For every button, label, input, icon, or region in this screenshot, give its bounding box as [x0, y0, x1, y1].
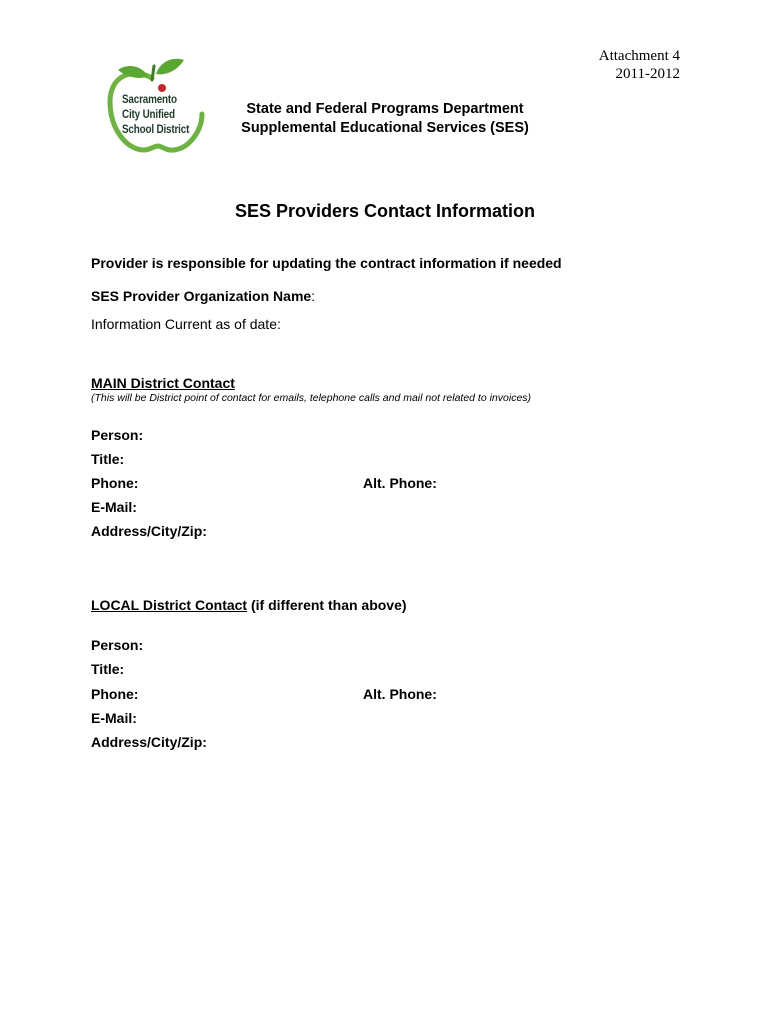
main-person-label: Person:	[91, 427, 144, 443]
local-address-label: Address/City/Zip:	[91, 734, 207, 750]
local-person-label: Person:	[91, 637, 144, 653]
org-name-label: SES Provider Organization Name	[91, 288, 312, 304]
main-alt-phone-label: Alt. Phone:	[363, 475, 437, 491]
local-contact-heading-suffix: (if different than above)	[247, 597, 407, 613]
local-alt-phone-label: Alt. Phone:	[363, 686, 437, 702]
main-title-label: Title:	[91, 451, 125, 467]
page-title: SES Providers Contact Information	[234, 201, 536, 221]
attachment-year: 2011-2012	[615, 66, 680, 82]
main-email-label: E-Mail:	[91, 499, 137, 515]
department-line-1: State and Federal Programs Department	[246, 101, 524, 117]
main-address-label: Address/City/Zip:	[91, 523, 207, 539]
department-line-2: Supplemental Educational Services (SES)	[241, 120, 529, 136]
logo-line-2: City Unified	[122, 109, 175, 121]
local-contact-heading: LOCAL District Contact	[91, 597, 248, 613]
department-heading	[0, 100, 770, 138]
logo-line-1: Sacramento	[122, 94, 177, 106]
main-contact-note: (This will be District point of contact for emails, telephone calls and mail not related to invoices)	[91, 392, 532, 404]
local-title-label: Title:	[91, 661, 125, 677]
org-name-row	[91, 288, 315, 304]
main-phone-label: Phone:	[91, 475, 139, 491]
logo-line-3: School District	[122, 124, 190, 136]
attachment-label	[599, 47, 680, 83]
local-contact-heading-row	[91, 597, 407, 613]
info-current-label: Information Current as of date:	[91, 316, 281, 332]
intro-text: Provider is responsible for updating the contract information if needed	[91, 255, 562, 271]
local-phone-label: Phone:	[91, 686, 139, 702]
attachment-number: Attachment 4	[598, 48, 680, 64]
local-email-label: E-Mail:	[91, 710, 137, 726]
main-contact-heading: MAIN District Contact	[91, 375, 235, 391]
org-name-colon: :	[311, 288, 316, 304]
